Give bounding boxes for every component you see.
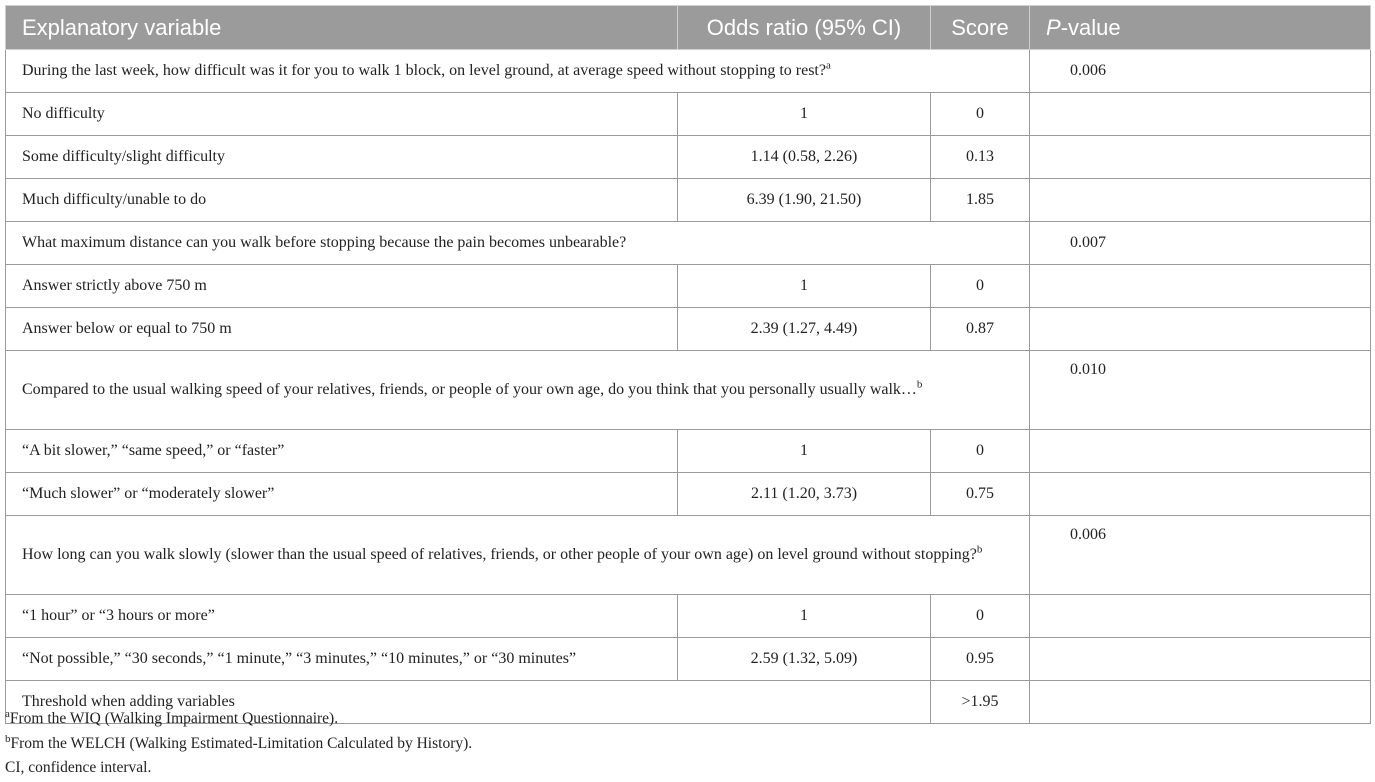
question-row [6,50,1371,93]
footnote-b-text: From the WELCH (Walking Estimated-Limitation Calculated by History). [10,734,473,752]
question-text: During the last week, how difficult was it for you to walk 1 block, on level ground, at average speed without stopping to rest? [22,62,826,79]
footnote-b [5,732,1370,757]
question-cell [6,50,1030,93]
header-explanatory-variable: Explanatory variable [6,6,678,50]
footnote-mark: b [976,543,983,556]
footnote-a [5,707,1370,732]
score-cell: 0 [931,265,1030,308]
odds-ratio-cell: 2.59 (1.32, 5.09) [678,638,931,681]
table-row [6,265,1371,308]
footnote-a-text: From the WIQ (Walking Impairment Questionnaire). [9,710,339,727]
score-cell: 0.13 [931,136,1030,179]
odds-ratio-cell: 1 [678,595,931,638]
score-cell: 0.75 [931,473,1030,516]
answer-label: Answer below or equal to 750 m [6,308,678,351]
question-text: What maximum distance can you walk before stopping because the pain becomes unbearable? [22,234,627,251]
results-table [5,5,1371,724]
score-cell: 0.95 [931,638,1030,681]
odds-ratio-cell: 1 [678,265,931,308]
table-row [6,308,1371,351]
score-cell: 0 [931,430,1030,473]
odds-ratio-cell: 2.11 (1.20, 3.73) [678,473,931,516]
answer-label: “Much slower” or “moderately slower” [6,473,678,516]
threshold-label: Threshold when adding variables [6,681,931,724]
empty-p-cell [1030,93,1371,136]
question-cell [6,516,1030,595]
header-p-letter: P [1046,14,1061,40]
threshold-score: >1.95 [931,681,1030,724]
table-row [6,136,1371,179]
footnote-mark: b [916,378,923,391]
footnote-mark: a [825,59,831,72]
score-cell: 1.85 [931,179,1030,222]
question-row [6,351,1371,430]
question-cell [6,222,1030,265]
table-row [6,93,1371,136]
answer-label: Some difficulty/slight difficulty [6,136,678,179]
footnotes [5,707,1370,781]
odds-ratio-cell: 1 [678,430,931,473]
header-score: Score [931,6,1030,50]
footnote-a-mark: a [5,707,10,720]
empty-p-cell [1030,473,1371,516]
p-value-cell: 0.010 [1030,351,1371,430]
answer-label: Answer strictly above 750 m [6,265,678,308]
question-text: How long can you walk slowly (slower than the usual speed of relatives, friends, or other people of your own age) on level ground without stopping? [22,546,977,563]
empty-p-cell [1030,136,1371,179]
footnote-b-mark: b [5,732,11,745]
table-row [6,595,1371,638]
question-row [6,516,1371,595]
answer-label: “1 hour” or “3 hours or more” [6,595,678,638]
odds-ratio-cell: 1.14 (0.58, 2.26) [678,136,931,179]
odds-ratio-cell: 1 [678,93,931,136]
answer-label: “A bit slower,” “same speed,” or “faster” [6,430,678,473]
p-value-cell: 0.006 [1030,516,1371,595]
header-p-value [1030,6,1371,50]
empty-p-cell [1030,179,1371,222]
table-row [6,473,1371,516]
score-cell: 0 [931,93,1030,136]
answer-label: Much difficulty/unable to do [6,179,678,222]
odds-ratio-cell: 2.39 (1.27, 4.49) [678,308,931,351]
table-row [6,179,1371,222]
p-value-cell: 0.007 [1030,222,1371,265]
empty-p-cell [1030,308,1371,351]
header-row [6,6,1371,50]
header-p-suffix: -value [1060,14,1121,40]
table-row [6,430,1371,473]
table-container [5,5,1370,724]
question-row [6,222,1371,265]
p-value-cell: 0.006 [1030,50,1371,93]
score-cell: 0 [931,595,1030,638]
score-cell: 0.87 [931,308,1030,351]
question-text: Compared to the usual walking speed of your relatives, friends, or people of your own age, do you think that you personally usually walk… [22,381,917,398]
empty-p-cell [1030,595,1371,638]
question-cell [6,351,1030,430]
table-row [6,638,1371,681]
odds-ratio-cell: 6.39 (1.90, 21.50) [678,179,931,222]
footnote-ci: CI, confidence interval. [5,759,152,776]
answer-label: “Not possible,” “30 seconds,” “1 minute,” “3 minutes,” “10 minutes,” or “30 minutes” [6,638,678,681]
empty-p-cell [1030,430,1371,473]
answer-label: No difficulty [6,93,678,136]
empty-p-cell [1030,265,1371,308]
header-odds-ratio: Odds ratio (95% CI) [678,6,931,50]
empty-p-cell [1030,638,1371,681]
